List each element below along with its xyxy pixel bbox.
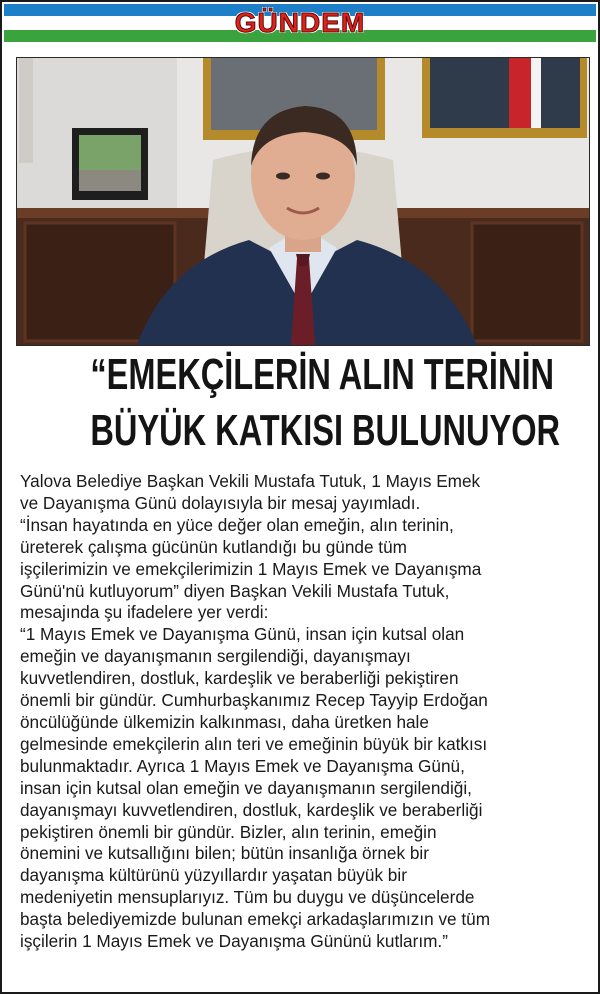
article-photo [16,57,590,346]
body-line: üreterek çalışma gücünün kutlandığı bu günde tüm [20,536,407,557]
body-line: pekiştiren önemli bir gündür. Bizler, alın terinin, emeğin [20,821,437,842]
body-line: kuvvetlendiren, dostluk, kardeşlik ve beraberliği pekiştiren [20,668,459,689]
body-line: medeniyetin mensuplarıyız. Tüm bu duygu ve düşüncelerde [20,887,475,908]
headline-line-1: “EMEKÇİLERİN ALIN TERİNİN [90,350,555,399]
section-header-band [4,4,596,42]
portrait-photo-icon [17,58,589,345]
body-line: dayanışma kültürünü yüzyıllardır yaşatan büyük bir [20,865,407,886]
body-line: işçilerimizin ve emekçilerimizin 1 Mayıs Emek ve Dayanışma [20,558,482,579]
body-line: bulunmaktadır. Ayrıca 1 Mayıs Emek ve Dayanışma Günü, [20,755,465,776]
body-line: “1 Mayıs Emek ve Dayanışma Günü, insan için kutsal olan [20,624,465,645]
body-line: öncülüğünde ülkemizin kalkınması, daha üretken hale [20,711,429,732]
body-line: “İnsan hayatında en yüce değer olan emeğin, alın terinin, [20,514,454,535]
body-line: mesajında şu ifadelere yer verdi: [20,602,269,623]
body-line: başta belediyemizde bulunan emekçi arkadaşlarımızın ve tüm [20,909,491,930]
section-label: GÜNDEM [234,7,366,38]
body-line: işçilerin 1 Mayıs Emek ve Dayanışma Gününü kutlarım.” [20,931,448,952]
body-line: önemli bir gündür. Cumhurbaşkanımız Recep Tayyip Erdoğan [20,690,488,711]
body-line: insan için kutsal olan emeğin ve dayanışmanın sergilendiği, [20,777,472,798]
headline-line-2: BÜYÜK KATKISI BULUNUYOR [90,406,561,455]
body-line: önemini ve kutsallığını bilen; bütün insanlığa örnek bir [20,843,429,864]
body-line: gelmesinde emekçilerin alın teri ve emeğinin büyük bir katkısı [20,733,488,754]
body-line: Günü'nü kutluyorum” diyen Başkan Vekili Mustafa Tutuk, [20,580,450,601]
body-line: dayanışmayı kuvvetlendiren, dostluk, kardeşlik ve beraberliği [20,799,483,820]
body-line: ve Dayanışma Günü dolayısıyla bir mesaj yayımladı. [20,492,421,513]
body-line: emeğin ve dayanışmanın sergilendiği, dayanışmayı [20,646,411,667]
article-body [20,471,586,953]
body-line: Yalova Belediye Başkan Vekili Mustafa Tutuk, 1 Mayıs Emek [20,471,481,491]
